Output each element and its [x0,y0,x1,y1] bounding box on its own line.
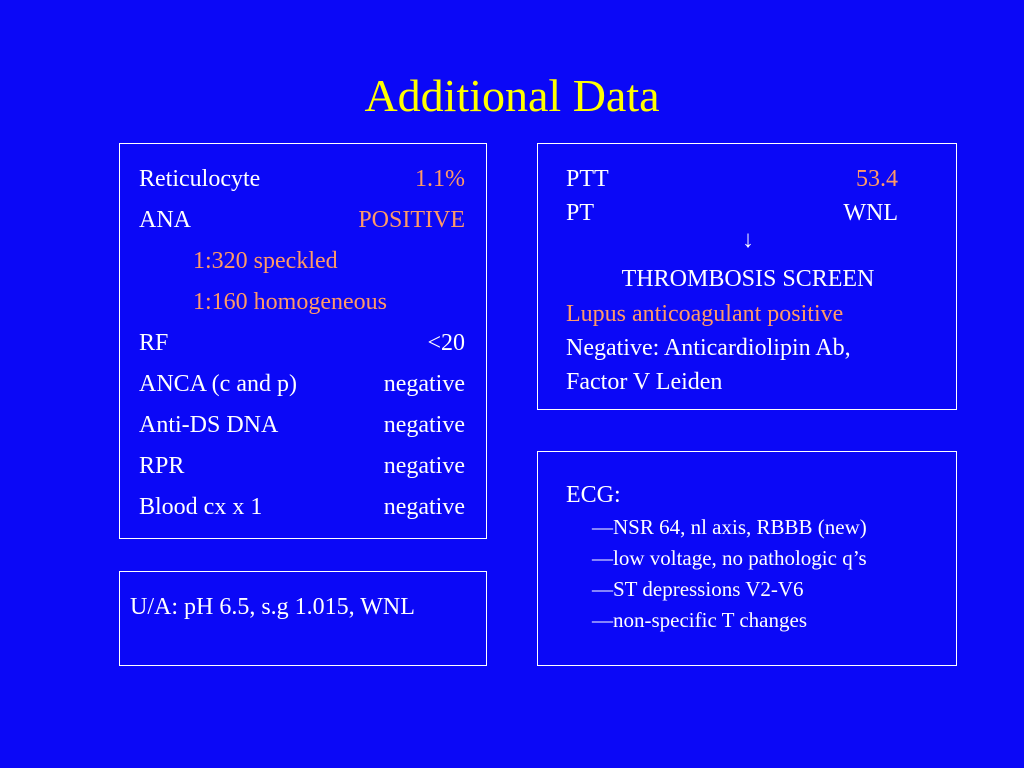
pt-value: WNL [843,200,898,226]
negative-line-2: Factor V Leiden [566,369,723,395]
lab-value: <20 [427,330,465,356]
lab-value: 1.1% [415,166,465,192]
lab-name: ANA [139,207,191,233]
lab-value: negative [383,412,465,438]
lab-name: ANCA (c and p) [139,371,297,397]
lab-row-anca [139,369,465,410]
lab-name: RF [139,330,169,356]
lab-row-rpr [139,451,465,492]
coagulation-box [537,143,957,410]
lab-value: negative [383,453,465,479]
lab-row-blood-cx [139,492,465,533]
lab-row-reticulocyte [139,164,465,205]
lab-value: negative [383,494,465,520]
ecg-finding: —low voltage, no pathologic q’s [592,546,867,570]
lab-subvalue: 1:320 speckled [193,248,338,274]
lab-name: Anti-DS DNA [139,412,279,438]
lab-name: Blood cx x 1 [139,494,263,520]
ecg-finding: —ST depressions V2-V6 [592,577,804,601]
lab-name: RPR [139,453,185,479]
lab-value: POSITIVE [358,207,465,233]
slide-title: Additional Data [364,70,660,121]
lab-row-ana [139,205,465,246]
lab-value: negative [383,371,465,397]
coag-row-ptt [566,164,898,198]
ecg-finding: —non-specific T changes [592,608,807,632]
lab-row-rf [139,328,465,369]
urinalysis-text: U/A: pH 6.5, s.g 1.015, WNL [130,594,415,620]
ecg-box [537,451,957,666]
lab-name: Reticulocyte [139,166,261,192]
negative-line-1: Negative: Anticardiolipin Ab, [566,335,851,361]
ecg-heading: ECG: [566,482,621,508]
lab-results-box [119,143,487,539]
lab-row-anti-ds-dna [139,410,465,451]
ecg-finding: —NSR 64, nl axis, RBBB (new) [592,515,867,539]
ptt-value: 53.4 [856,166,898,192]
lupus-anticoagulant-line: Lupus anticoagulant positive [566,301,844,327]
thrombosis-screen-heading: THROMBOSIS SCREEN [621,266,875,292]
pt-label: PT [566,200,595,226]
lab-row-ana-homogeneous [139,287,465,328]
urinalysis-box [119,571,487,666]
lab-subvalue: 1:160 homogeneous [193,289,387,315]
ptt-label: PTT [566,166,609,192]
arrow-down-icon: ↓ [742,227,754,253]
lab-row-ana-speckled [139,246,465,287]
